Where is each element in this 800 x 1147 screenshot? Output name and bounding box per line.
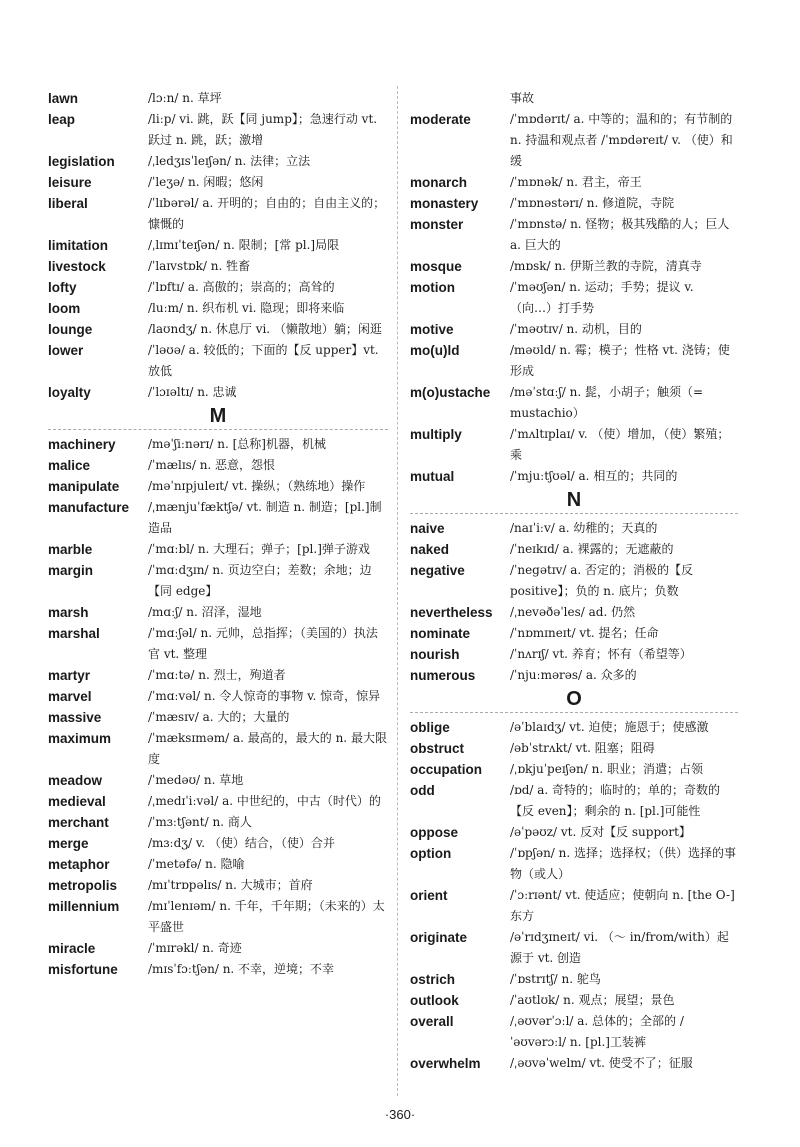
- definition: /ˈmɒnəstərɪ/ n. 修道院，寺院: [510, 196, 675, 210]
- dictionary-entry: [410, 843, 738, 885]
- definition: /ˈleʒə/ n. 闲暇；悠闲: [148, 175, 264, 189]
- dictionary-entry: [410, 560, 738, 602]
- dictionary-entry: [48, 560, 388, 602]
- dictionary-entry: [48, 497, 388, 539]
- definition: /mɪˈlenɪəm/ n. 千年，千年期；（未来的）太平盛世: [148, 899, 385, 934]
- headword: orient: [410, 888, 448, 903]
- column-divider: [397, 86, 398, 1096]
- headword: marshal: [48, 626, 100, 641]
- definition: /ˈlaɪvstɒk/ n. 牲畜: [148, 259, 251, 273]
- definition: /ˈmɑːvəl/ n. 令人惊奇的事物 v. 惊奇，惊异: [148, 689, 381, 703]
- headword: legislation: [48, 154, 115, 169]
- definition: /ˈmælɪs/ n. 恶意，怨恨: [148, 458, 276, 472]
- headword: merchant: [48, 815, 109, 830]
- definition: /ˌmænjuˈfæktʃə/ vt. 制造 n. 制造；[pl.]制造品: [148, 500, 382, 535]
- definition: /ˈmɑːdʒɪn/ n. 页边空白；差数；余地；边【同 edge】: [148, 563, 372, 598]
- definition: /ˈlɪbərəl/ a. 开明的；自由的；自由主义的；慷慨的: [148, 196, 386, 231]
- headword: naive: [410, 521, 445, 536]
- dictionary-entry: [410, 1011, 738, 1053]
- headword: multiply: [410, 427, 462, 442]
- headword: lofty: [48, 280, 77, 295]
- dictionary-entry: [48, 728, 388, 770]
- definition: /ˈɔːrɪənt/ vt. 使适应；使朝向 n. [the O-]东方: [510, 888, 735, 923]
- dictionary-entry: [410, 623, 738, 644]
- definition: /məˈnɪpjuleɪt/ vt. 操纵；（熟练地）操作: [148, 479, 366, 493]
- dictionary-entry: [48, 896, 388, 938]
- headword: option: [410, 846, 452, 861]
- headword: motion: [410, 280, 455, 295]
- definition: /ˈmedəʊ/ n. 草地: [148, 773, 244, 787]
- definition: /ˈmɒnstə/ n. 怪物；极其残酷的人；巨人 a. 巨大的: [510, 217, 730, 252]
- dictionary-entry: [410, 539, 738, 560]
- dictionary-entry: [48, 833, 388, 854]
- headword: originate: [410, 930, 468, 945]
- headword: medieval: [48, 794, 106, 809]
- headword: oblige: [410, 720, 450, 735]
- dictionary-entry: [48, 319, 388, 340]
- headword: loom: [48, 301, 81, 316]
- dictionary-entry: [410, 969, 738, 990]
- dictionary-entry: [48, 623, 388, 665]
- dictionary-entry: [48, 602, 388, 623]
- headword: motive: [410, 322, 454, 337]
- headword: nourish: [410, 647, 460, 662]
- definition: /ˈmɑːtə/ n. 烈士，殉道者: [148, 668, 286, 682]
- definition: /ˈmjuːtʃʊəl/ a. 相互的；共同的: [510, 469, 678, 483]
- definition: /əˈblaɪdʒ/ vt. 迫使；施恩于；使感激: [510, 720, 709, 734]
- headword: monarch: [410, 175, 468, 190]
- headword: mo(u)ld: [410, 343, 460, 358]
- definition: /ˈmʌltɪplaɪ/ v. （使）增加，（使）繁殖；乘: [510, 427, 730, 462]
- dictionary-entry: [410, 256, 738, 277]
- definition: /əbˈstrʌkt/ vt. 阻塞；阻碍: [510, 741, 655, 755]
- headword: miracle: [48, 941, 96, 956]
- definition: /mɜːdʒ/ v. （使）结合，（使）合并: [148, 836, 335, 850]
- headword: misfortune: [48, 962, 118, 977]
- section-letter: O: [410, 686, 738, 713]
- page-number: ·360·: [384, 1107, 416, 1122]
- headword: nevertheless: [410, 605, 493, 620]
- definition: /mɪˈtrɒpəlɪs/ n. 大城市；首府: [148, 878, 313, 892]
- definition: /ˌmedɪˈiːvəl/ a. 中世纪的，中古（时代）的: [148, 794, 381, 808]
- definition: /ˌledʒɪsˈleɪʃən/ n. 法律；立法: [148, 154, 311, 168]
- dictionary-entry: [48, 959, 388, 980]
- headword: leap: [48, 112, 76, 127]
- dictionary-entry: [410, 382, 738, 424]
- definition: /ˈaʊtlʊk/ n. 观点；展望；景色: [510, 993, 675, 1007]
- definition: /ˌəʊvərˈɔːl/ a. 总体的；全部的 /ˈəʊvərɔːl/ n. [pl.]工装裤: [510, 1014, 684, 1049]
- dictionary-entry: [410, 214, 738, 256]
- definition: /ˈmɑːbl/ n. 大理石；弹子；[pl.]弹子游戏: [148, 542, 370, 556]
- dictionary-entry: [48, 476, 388, 497]
- definition: /ˈlɒftɪ/ a. 高傲的；崇高的；高耸的: [148, 280, 335, 294]
- headword: leisure: [48, 175, 92, 190]
- continued-definition: 事故: [510, 91, 535, 105]
- definition: /ˌɒkjuˈpeɪʃən/ n. 职业；消遣；占领: [510, 762, 703, 776]
- headword: livestock: [48, 259, 106, 274]
- definition: /ˌlɪmɪˈteɪʃən/ n. 限制；[常 pl.]局限: [148, 238, 340, 252]
- headword: lounge: [48, 322, 93, 337]
- dictionary-entry: [410, 602, 738, 623]
- headword: machinery: [48, 437, 116, 452]
- headword: malice: [48, 458, 91, 473]
- dictionary-entry: [410, 738, 738, 759]
- headword: massive: [48, 710, 102, 725]
- dictionary-entry: [410, 466, 738, 487]
- definition: /ˈnegətɪv/ a. 否定的；消极的【反 positive】；负的 n. 底片；负数: [510, 563, 694, 598]
- headword: monastery: [410, 196, 479, 211]
- headword: outlook: [410, 993, 459, 1008]
- definition: /əˈrɪdʒɪneɪt/ vi. （～ in/from/with）起源于 vt. 创造: [510, 930, 729, 965]
- definition: /məˈʃiːnərɪ/ n. [总称]机器，机械: [148, 437, 326, 451]
- headword: marble: [48, 542, 93, 557]
- definition: /əˈpəʊz/ vt. 反对【反 support】: [510, 825, 691, 839]
- headword: numerous: [410, 668, 476, 683]
- headword: mosque: [410, 259, 462, 274]
- definition: /ˈmɒdərɪt/ a. 中等的；温和的；有节制的 n. 持温和观点者 /ˈmɒdəreɪt/ v. （使）和缓: [510, 112, 733, 168]
- definition: /ˈnjuːmərəs/ a. 众多的: [510, 668, 637, 682]
- headword: mutual: [410, 469, 455, 484]
- definition: /ˈlɔɪəltɪ/ n. 忠诚: [148, 385, 237, 399]
- definition: /luːm/ n. 织布机 vi. 隐现；即将来临: [148, 301, 345, 315]
- definition: /məˈstɑːʃ/ n. 髭，小胡子；触须（= mustachio）: [510, 385, 704, 420]
- headword: liberal: [48, 196, 88, 211]
- definition: /ˈməʊtɪv/ n. 动机，目的: [510, 322, 642, 336]
- dictionary-entry: [48, 193, 388, 235]
- dictionary-entry: [410, 717, 738, 738]
- dictionary-entry: [410, 885, 738, 927]
- headword: manipulate: [48, 479, 120, 494]
- definition: /naɪˈiːv/ a. 幼稚的；天真的: [510, 521, 658, 535]
- headword: metaphor: [48, 857, 110, 872]
- dictionary-entry: [48, 235, 388, 256]
- headword: margin: [48, 563, 94, 578]
- dictionary-entry: [48, 665, 388, 686]
- headword: millennium: [48, 899, 120, 914]
- right-column: [410, 88, 738, 1074]
- headword: manufacture: [48, 500, 130, 515]
- dictionary-entry: [410, 759, 738, 780]
- definition: /ˈmæsɪv/ a. 大的；大量的: [148, 710, 290, 724]
- headword: metropolis: [48, 878, 118, 893]
- dictionary-entry: [48, 539, 388, 560]
- dictionary-entry: [48, 298, 388, 319]
- dictionary-entry: [48, 791, 388, 812]
- dictionary-entry: [48, 151, 388, 172]
- dictionary-entry: [48, 686, 388, 707]
- definition: /mɪsˈfɔːtʃən/ n. 不幸，逆境；不幸: [148, 962, 335, 976]
- headword: oppose: [410, 825, 459, 840]
- headword: merge: [48, 836, 89, 851]
- dictionary-entry: [48, 455, 388, 476]
- definition: /ˈmɜːtʃənt/ n. 商人: [148, 815, 252, 829]
- headword: overall: [410, 1014, 454, 1029]
- definition: /ˈmæksɪməm/ a. 最高的，最大的 n. 最大限度: [148, 731, 387, 766]
- dictionary-entry: [48, 434, 388, 455]
- definition: /məʊld/ n. 霉；模子；性格 vt. 浇铸；使形成: [510, 343, 730, 378]
- definition: /ˈmetəfə/ n. 隐喻: [148, 857, 245, 871]
- definition: /ˌəʊvəˈwelm/ vt. 使受不了；征服: [510, 1056, 693, 1070]
- headword: odd: [410, 783, 435, 798]
- dictionary-entry: [48, 172, 388, 193]
- definition: /ˈmɪrəkl/ n. 奇迹: [148, 941, 242, 955]
- section-letter: N: [410, 487, 738, 514]
- headword: obstruct: [410, 741, 464, 756]
- dictionary-entry: [410, 340, 738, 382]
- dictionary-entry: [410, 172, 738, 193]
- headword: occupation: [410, 762, 483, 777]
- left-column: [48, 88, 388, 980]
- definition: /ˈnɒmɪneɪt/ vt. 提名；任命: [510, 626, 659, 640]
- dictionary-entry: [410, 424, 738, 466]
- dictionary-entry: [48, 770, 388, 791]
- headword: loyalty: [48, 385, 91, 400]
- dictionary-entry: [48, 382, 388, 403]
- dictionary-entry: [410, 319, 738, 340]
- headword: martyr: [48, 668, 91, 683]
- dictionary-entry: [410, 644, 738, 665]
- dictionary-entry: [410, 109, 738, 172]
- definition: /lɔːn/ n. 草坪: [148, 91, 222, 105]
- dictionary-entry: [48, 938, 388, 959]
- definition: /laʊndʒ/ n. 休息厅 vi. （懒散地）躺；闲逛: [148, 322, 382, 336]
- definition: /ˈneɪkɪd/ a. 裸露的；无遮蔽的: [510, 542, 674, 556]
- dictionary-entry: [410, 1053, 738, 1074]
- headword: maximum: [48, 731, 112, 746]
- headword: monster: [410, 217, 464, 232]
- headword: overwhelm: [410, 1056, 481, 1071]
- headword: negative: [410, 563, 465, 578]
- dictionary-entry: [410, 665, 738, 686]
- headword: limitation: [48, 238, 108, 253]
- headword: m(o)ustache: [410, 385, 491, 400]
- headword: naked: [410, 542, 450, 557]
- section-letter: M: [48, 403, 388, 430]
- dictionary-entry: [48, 812, 388, 833]
- headword: marvel: [48, 689, 92, 704]
- definition: /ˈɒstrɪtʃ/ n. 鸵鸟: [510, 972, 601, 986]
- dictionary-entry: [410, 193, 738, 214]
- dictionary-entry: [410, 780, 738, 822]
- dictionary-entry: [410, 518, 738, 539]
- headword: moderate: [410, 112, 471, 127]
- headword: nominate: [410, 626, 471, 641]
- dictionary-entry: [48, 88, 388, 109]
- headword: lower: [48, 343, 84, 358]
- definition: /liːp/ vi. 跳，跃【同 jump】；急速行动 vt. 跃过 n. 跳，跃；激增: [148, 112, 378, 147]
- definition: /mɑːʃ/ n. 沼泽，湿地: [148, 605, 262, 619]
- dictionary-entry: [48, 875, 388, 896]
- dictionary-entry: [410, 277, 738, 319]
- dictionary-entry: [48, 707, 388, 728]
- dictionary-entry: [410, 822, 738, 843]
- definition: /ˈləʊə/ a. 较低的；下面的【反 upper】vt. 放低: [148, 343, 379, 378]
- dictionary-entry: [410, 990, 738, 1011]
- dictionary-entry: [48, 109, 388, 151]
- headword: lawn: [48, 91, 79, 106]
- definition: /ˈnʌrɪʃ/ vt. 养育；怀有（希望等）: [510, 647, 692, 661]
- dictionary-entry: [48, 277, 388, 298]
- dictionary-entry: [48, 340, 388, 382]
- definition: /ˈməʊʃən/ n. 运动；手势；提议 v. （向…）打手势: [510, 280, 694, 315]
- headword: meadow: [48, 773, 103, 788]
- definition: /ˌnevəðəˈles/ ad. 仍然: [510, 605, 636, 619]
- dictionary-entry: [410, 927, 738, 969]
- definition: /ˈɒpʃən/ n. 选择；选择权；（供）选择的事物（或人）: [510, 846, 737, 881]
- dictionary-entry: [48, 854, 388, 875]
- dictionary-entry: [48, 256, 388, 277]
- headword: ostrich: [410, 972, 456, 987]
- headword: marsh: [48, 605, 89, 620]
- definition: /ˈmɑːʃəl/ n. 元帅，总指挥；（美国的）执法官 vt. 整理: [148, 626, 378, 661]
- definition: /ˈmɒnək/ n. 君主，帝王: [510, 175, 642, 189]
- definition: /ɒd/ a. 奇特的；临时的；单的；奇数的【反 even】；剩余的 n. [pl.]可能性: [510, 783, 721, 818]
- definition: /mɒsk/ n. 伊斯兰教的寺院，清真寺: [510, 259, 702, 273]
